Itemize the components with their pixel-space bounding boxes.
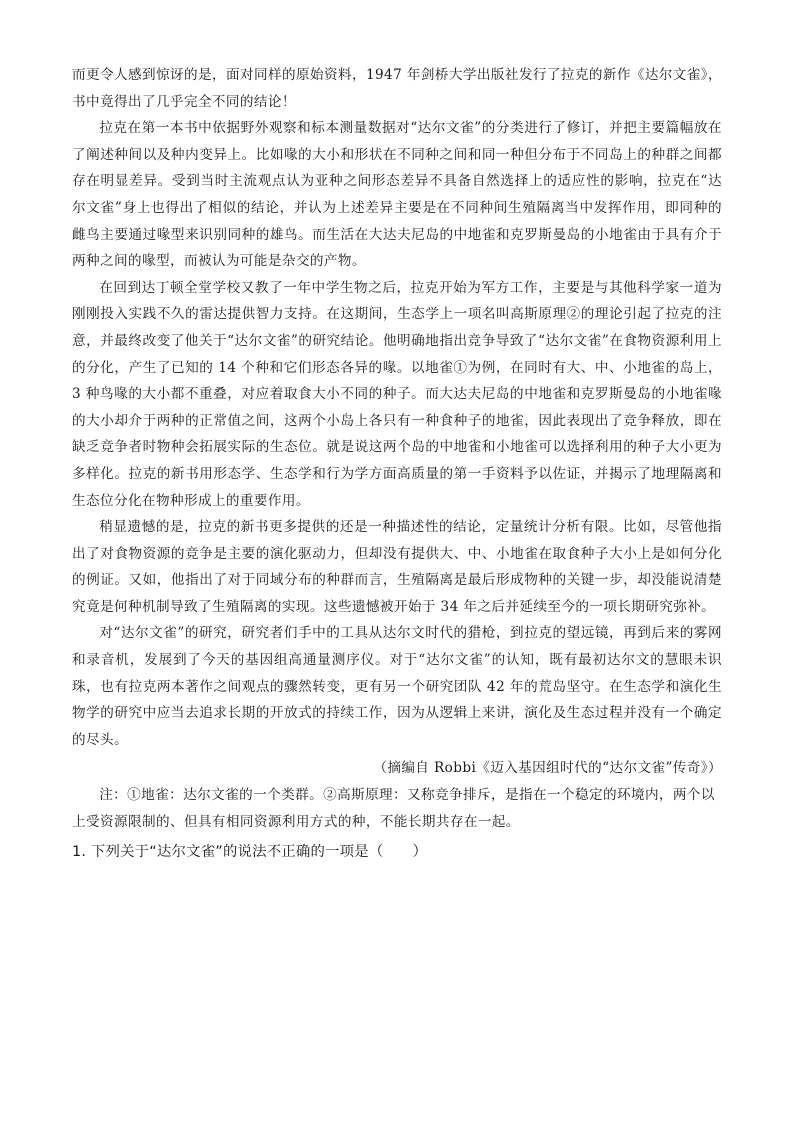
question-1: 1. 下列关于“达尔文雀”的说法不正确的一项是（ ） (72, 844, 428, 861)
paragraph-conclusion: 对“达尔文雀”的研究，研究者们手中的工具从达尔文时代的猎枪，到拉克的望远镜，再到后来的雾网和录音机，发展到了今天的基因组高通量测序仪。对于“达尔文雀”的认知，既有最初达尔文的慧眼未识珠，也有拉克两本著作之间观点的骤然转变，更有另一个研究团队 42 年的荒岛坚守。在生态学和演化生物学的研究中应当去追求长期的开放式的持续工作，因为从逻辑上来讲，演化及生态过程并没有一个确定的尽头。 (72, 625, 722, 748)
paragraph-regret: 稍显遗憾的是，拉克的新书更多提供的还是一种描述性的结论，定量统计分析有限。比如，尽管他指出了对食物资源的竞争是主要的演化驱动力，但却没有提供大、中、小地雀在取食种子大小上是如何分化的例证。又如，他指出了对于同域分布的种群而言，生殖隔离是最后形成物种的关键一步，却没能说清楚究竟是何种机制导致了生殖隔离的实现。这些遗憾被开始于 34 年之后并延续至今的一项长期研究弥补。 (72, 519, 722, 615)
source-citation: （摘编自 Robbi《迈入基因组时代的“达尔文雀”传奇》） (373, 760, 722, 777)
paragraph-first-book: 拉克在第一本书中依据野外观察和标本测量数据对“达尔文雀”的分类进行了修订，并把主要篇幅放在了阐述种间以及种内变异上。比如喙的大小和形状在不同种之间和同一种但分布于不同岛上的种群之间都存在明显差异。受到当时主流观点认为亚种之间形态差异不具备自然选择上的适应性的影响，拉克在“达尔文雀”身上也得出了相似的结论，并认为上述差异主要是在不同种间生殖隔离当中发挥作用，即同种的雌鸟主要通过喙型来识别同种的雄鸟。而生活在大达夫尼岛的中地雀和克罗斯曼岛的小地雀由于具有介于两种之间的喙型，而被认为可能是杂交的产物。 (72, 120, 722, 270)
paragraph-competition: 在回到达丁顿全堂学校又教了一年中学生物之后，拉克开始为军方工作，主要是与其他科学家一道为刚刚投入实践不久的雷达提供智力支持。在这期间，生态学上一项名叫高斯原理②的理论引起了拉克的注意，并最终改变了他关于“达尔文雀”的研究结论。他明确地指出竞争导致了“达尔文雀”在食物资源利用上的分化，产生了已知的 14 个种和它们形态各异的喙。以地雀①为例，在同时有大、中、小地雀的岛上，3 种鸟喙的大小都不重叠，对应着取食大小不同的种子。而大达夫尼岛的中地雀和克罗斯曼岛的小地雀喙的大小却介于两种的正常值之间，这两个小岛上各只有一种食种子的地雀，因此表现出了竞争释放，即在缺乏竞争者时物种会拓展实际的生态位。就是说这两个岛的中地雀和小地雀可以选择利用的种子大小更为多样化。拉克的新书用形态学、生态学和行为学方面高质量的第一手资料予以佐证，并揭示了地理隔离和生态位分化在物种形成上的重要作用。 (72, 279, 722, 509)
paragraph-intro: 而更令人感到惊讶的是，面对同样的原始资料，1947 年剑桥大学出版社发行了拉克的新作《达尔文雀》，书中竟得出了几乎完全不同的结论！ (72, 67, 722, 110)
footnote: 注：①地雀：达尔文雀的一个类群。②高斯原理：又称竞争排斥，是指在一个稳定的环境内，两个以上受资源限制的、但具有相同资源利用方式的种，不能长期共存在一起。 (72, 787, 715, 830)
